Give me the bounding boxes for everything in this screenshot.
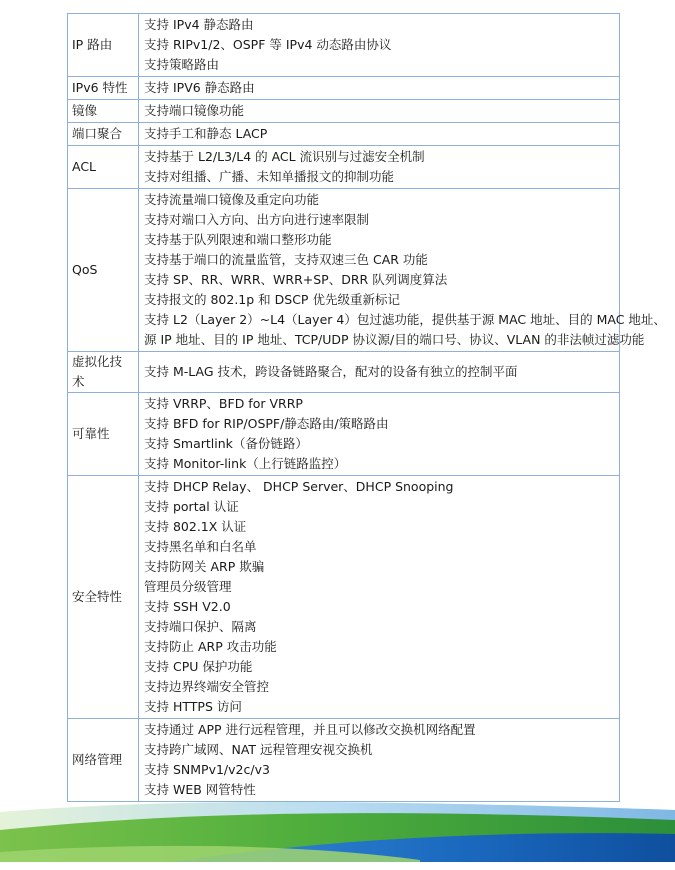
- feature-item: 支持基于 L2/L3/L4 的 ACL 流识别与过滤安全机制: [144, 149, 425, 164]
- feature-item: 支持 BFD for RIP/OSPF/静态路由/策略路由: [144, 416, 389, 431]
- spec-row: [68, 189, 620, 352]
- row-category: IP 路由: [68, 14, 139, 77]
- row-category: ACL: [68, 146, 139, 189]
- feature-item: 支持 VRRP、BFD for VRRP: [144, 396, 303, 411]
- spec-row: [68, 123, 620, 146]
- spec-row: [68, 100, 620, 123]
- row-items: [139, 393, 620, 476]
- feature-item: 支持边界终端安全管控: [144, 679, 270, 694]
- feature-item: 支持跨广域网、NAT 远程管理安视交换机: [144, 742, 373, 757]
- feature-item: 支持 SP、RR、WRR、WRR+SP、DRR 队列调度算法: [144, 272, 448, 287]
- feature-item: 支持端口镜像功能: [144, 103, 245, 118]
- feature-item: 支持基于端口的流量监管，支持双速三色 CAR 功能: [144, 252, 428, 267]
- feature-item: 支持 RIPv1/2、OSPF 等 IPv4 动态路由协议: [144, 37, 392, 52]
- feature-item: 支持防网关 ARP 欺骗: [144, 559, 265, 574]
- feature-item: 支持通过 APP 进行远程管理，并且可以修改交换机网络配置: [144, 722, 476, 737]
- row-items: [139, 189, 666, 352]
- row-items: [139, 77, 620, 100]
- feature-item: 支持 Smartlink（备份链路）: [144, 436, 308, 451]
- feature-item: 支持基于队列限速和端口整形功能: [144, 232, 332, 247]
- feature-item: 支持 L2（Layer 2）~L4（Layer 4）包过滤功能，提供基于源 MAC 地址、目的 MAC 地址、: [144, 312, 666, 327]
- row-items: [139, 352, 620, 393]
- row-items: [139, 14, 620, 77]
- row-category: 镜像: [68, 100, 139, 123]
- row-category: 端口聚合: [68, 123, 139, 146]
- feature-item: 支持 Monitor-link（上行链路监控）: [144, 456, 347, 471]
- spec-row: [68, 146, 620, 189]
- feature-item: 支持报文的 802.1p 和 DSCP 优先级重新标记: [144, 292, 400, 307]
- row-items: [139, 146, 620, 189]
- spec-row: [68, 393, 620, 476]
- row-category: 网络管理: [68, 719, 139, 802]
- feature-item: 支持 HTTPS 访问: [144, 699, 242, 714]
- feature-item: 支持 802.1X 认证: [144, 519, 247, 534]
- row-category: 安全特性: [68, 476, 139, 719]
- feature-item: 支持 M-LAG 技术，跨设备链路聚合，配对的设备有独立的控制平面: [144, 364, 518, 379]
- feature-item: 支持流量端口镜像及重定向功能: [144, 192, 320, 207]
- spec-row: [68, 77, 620, 100]
- feature-item: 支持 portal 认证: [144, 499, 239, 514]
- feature-item: 支持端口保护、隔离: [144, 619, 257, 634]
- feature-item: 支持 SNMPv1/v2c/v3: [144, 762, 270, 777]
- feature-item: 支持 IPv4 静态路由: [144, 17, 254, 32]
- feature-item: 支持防止 ARP 攻击功能: [144, 639, 277, 654]
- feature-item: 支持对端口入方向、出方向进行速率限制: [144, 212, 370, 227]
- feature-item: 支持黑名单和白名单: [144, 539, 257, 554]
- spec-table: [67, 13, 666, 802]
- row-category: 可靠性: [68, 393, 139, 476]
- spec-row: [68, 476, 620, 719]
- feature-item: 支持手工和静态 LACP: [144, 126, 268, 141]
- feature-item: 支持 CPU 保护功能: [144, 659, 253, 674]
- feature-item: 支持 SSH V2.0: [144, 599, 231, 614]
- spec-row: [68, 14, 620, 77]
- row-category: IPv6 特性: [68, 77, 139, 100]
- feature-item: 支持策略路由: [144, 57, 220, 72]
- footer-wave-decoration: [0, 790, 675, 870]
- feature-item: 源 IP 地址、目的 IP 地址、TCP/UDP 协议源/目的端口号、协议、VLAN 的非法帧过滤功能: [144, 332, 645, 347]
- row-category: QoS: [68, 189, 139, 352]
- feature-item: 管理员分级管理: [144, 579, 232, 594]
- row-items: [139, 100, 620, 123]
- row-category: 虚拟化技术: [68, 352, 139, 393]
- feature-item: 支持对组播、广播、未知单播报文的抑制功能: [144, 169, 395, 184]
- feature-item: 支持 DHCP Relay、 DHCP Server、DHCP Snooping: [144, 479, 454, 494]
- feature-item: 支持 IPV6 静态路由: [144, 80, 255, 95]
- row-items: [139, 123, 620, 146]
- spec-row: [68, 352, 620, 393]
- feature-item: 支持 WEB 网管特性: [144, 782, 256, 797]
- row-items: [139, 476, 620, 719]
